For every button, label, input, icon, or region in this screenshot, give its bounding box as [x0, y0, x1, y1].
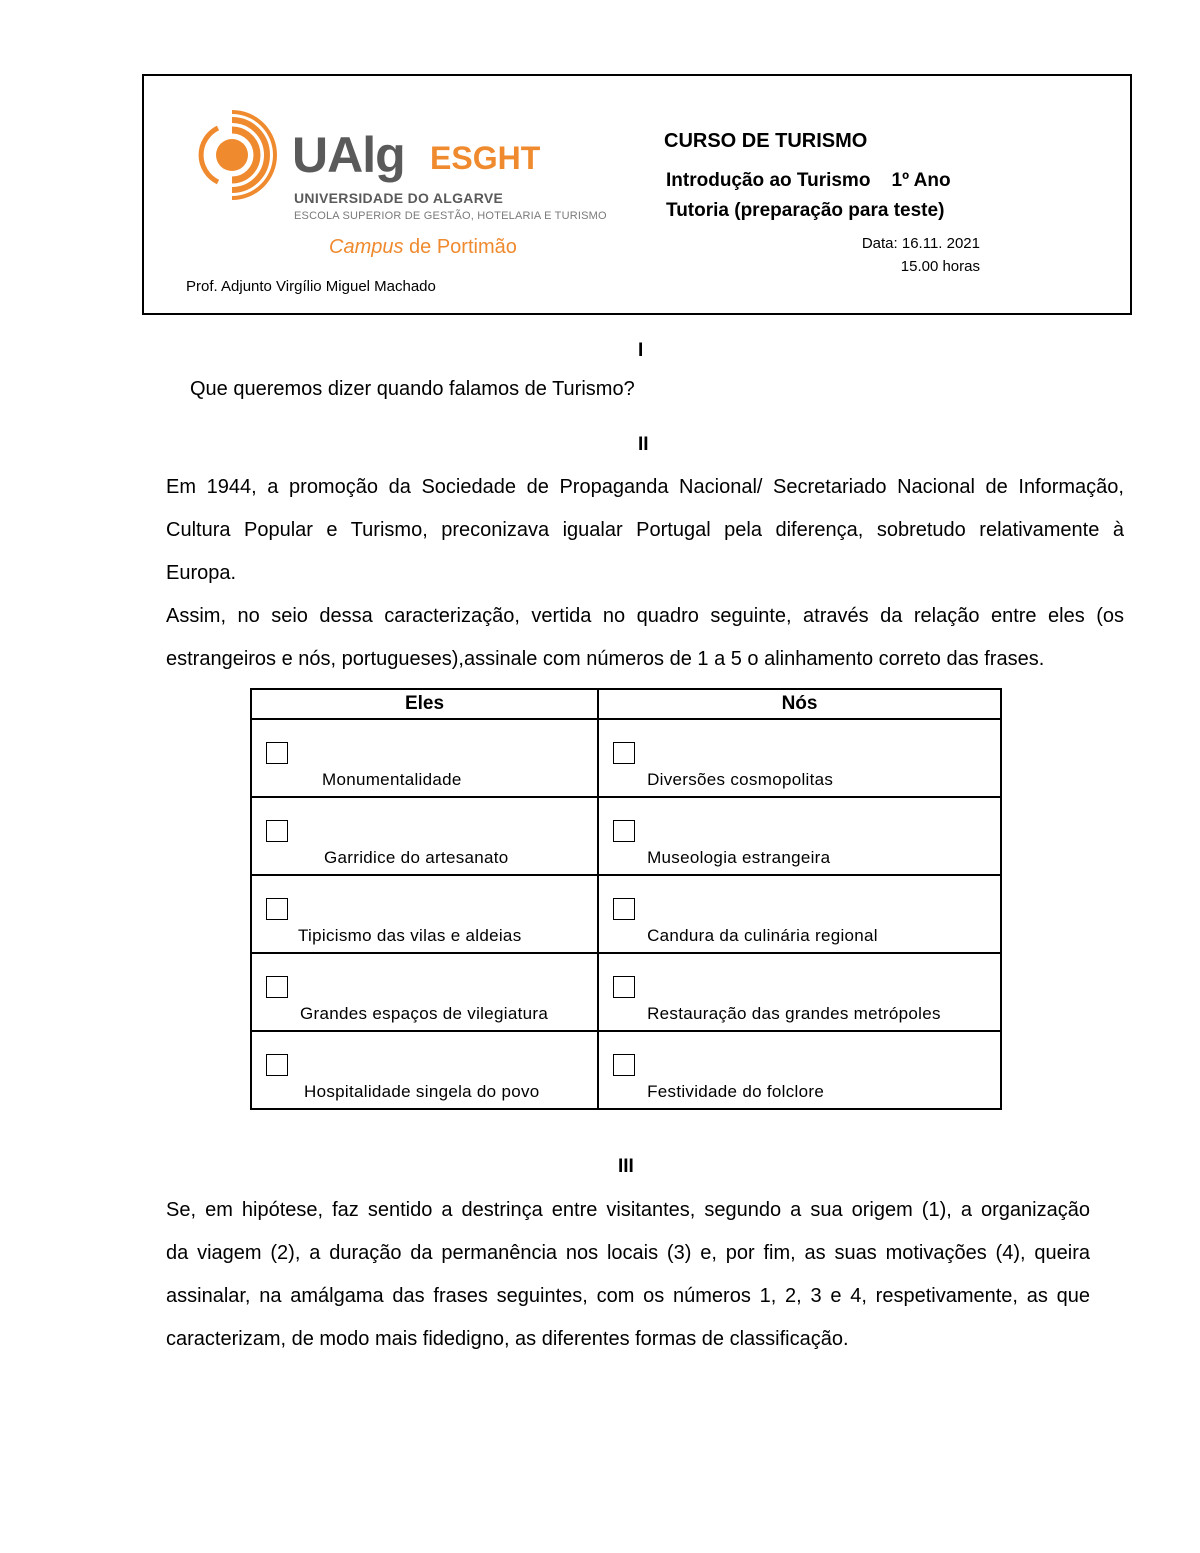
section-2-line: estrangeiros e nós, portugueses),assinale com números de 1 a 5 o alinhamento correto das frases. [166, 648, 1045, 670]
nos-label: Candura da culinária regional [647, 926, 878, 945]
checkbox[interactable] [266, 976, 288, 998]
logo-esght-text: ESGHT [430, 140, 541, 176]
section-2-paragraph [166, 466, 1124, 681]
table-row [251, 1031, 1001, 1109]
section-2-line: Cultura Popular e Turismo, preconizava igualar Portugal pela diferença, sobretudo relativamente à [166, 519, 1124, 541]
section-3-line: Se, em hipótese, faz sentido a destrinça entre visitantes, segundo a sua origem (1), a organização [166, 1199, 1090, 1221]
table-row [251, 797, 1001, 875]
column-header-eles: Eles [251, 689, 598, 719]
table-row [251, 953, 1001, 1031]
eles-label: Garridice do artesanato [324, 848, 509, 867]
section-3-line: assinalar, na amálgama das frases seguintes, com os números 1, 2, 3 e 4, respetivamente, as que [166, 1285, 1090, 1307]
eles-label: Hospitalidade singela do povo [304, 1082, 540, 1101]
section-1-question: Que queremos dizer quando falamos de Turismo? [190, 378, 635, 400]
section-2-line: Europa. [166, 562, 237, 584]
checkbox[interactable] [266, 1054, 288, 1076]
checkbox[interactable] [613, 898, 635, 920]
campus-label [329, 236, 517, 259]
nos-label: Diversões cosmopolitas [647, 770, 834, 789]
checkbox[interactable] [613, 820, 635, 842]
checkbox[interactable] [613, 976, 635, 998]
eles-label: Monumentalidade [322, 770, 462, 789]
checkbox[interactable] [266, 898, 288, 920]
nos-label: Museologia estrangeira [647, 848, 831, 867]
table-row [251, 719, 1001, 797]
section-3-line: caracterizam, de modo mais fidedigno, as diferentes formas de classificação. [166, 1328, 849, 1350]
course-subtitle [666, 166, 951, 226]
section-2-line: Assim, no seio dessa caracterização, vertida no quadro seguinte, através da relação entre eles (os [166, 605, 1124, 627]
section-3-number: III [618, 1156, 634, 1177]
header-box [142, 74, 1132, 315]
checkbox[interactable] [613, 742, 635, 764]
campus-rest: de Portimão [403, 236, 517, 258]
column-header-nos: Nós [598, 689, 1001, 719]
course-title: CURSO DE TURISMO [664, 130, 868, 152]
section-3-line: da viagem (2), a duração da permanência nos locais (3) e, por fim, as suas motivações (4), queira [166, 1242, 1090, 1264]
nos-label: Restauração das grandes metrópoles [647, 1004, 941, 1023]
logo-university-text: UNIVERSIDADE DO ALGARVE [294, 190, 504, 206]
subject-line: Introdução ao Turismo 1º Ano [666, 170, 951, 191]
section-2-line: Em 1944, a promoção da Sociedade de Propaganda Nacional/ Secretariado Nacional de Informação, [166, 476, 1124, 498]
section-3-paragraph [166, 1189, 1090, 1361]
tutoring-line: Tutoria (preparação para teste) [666, 200, 945, 221]
campus-italic: Campus [329, 236, 404, 258]
checkbox[interactable] [613, 1054, 635, 1076]
nos-label: Festividade do folclore [647, 1082, 825, 1101]
eles-label: Tipicismo das vilas e aldeias [298, 926, 522, 945]
professor-name: Prof. Adjunto Virgílio Miguel Machado [186, 278, 436, 295]
date-block [862, 232, 980, 278]
alignment-table [250, 688, 1002, 1110]
eles-label: Grandes espaços de vilegiatura [300, 1004, 549, 1023]
ualg-logo-icon [194, 110, 294, 200]
logo-ualg-text: UAlg [292, 127, 405, 183]
time-line: 15.00 horas [900, 258, 980, 275]
section-2-number: II [638, 434, 649, 455]
date-line: Data: 16.11. 2021 [861, 235, 980, 252]
logo-school-text: ESCOLA SUPERIOR DE GESTÃO, HOTELARIA E TURISMO [294, 210, 607, 222]
section-1-number: I [638, 340, 644, 361]
checkbox[interactable] [266, 742, 288, 764]
table-row [251, 875, 1001, 953]
checkbox[interactable] [266, 820, 288, 842]
